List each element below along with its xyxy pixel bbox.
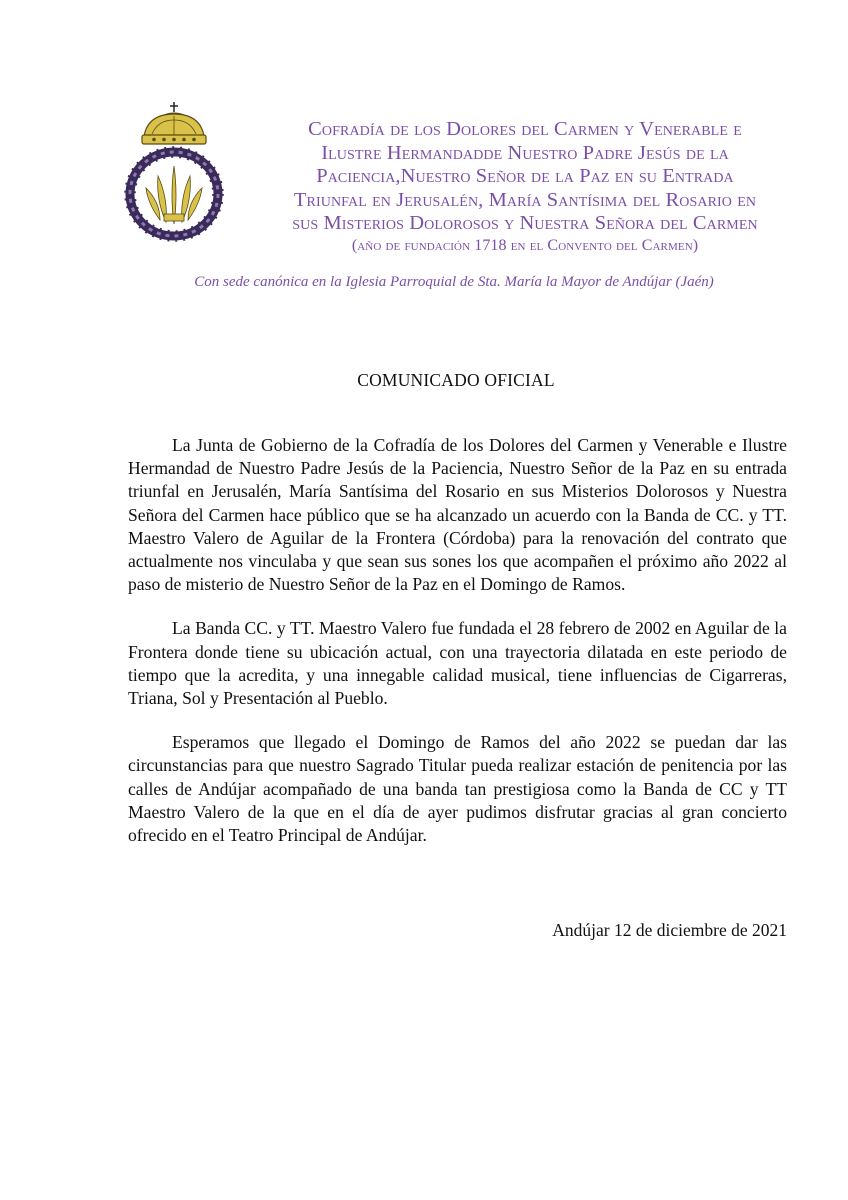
place-and-date: Andújar 12 de diciembre de 2021: [552, 920, 787, 940]
brotherhood-emblem-icon: [118, 100, 230, 242]
founding-note: (año de fundación 1718 en el Convento del Carmen): [351, 236, 699, 254]
heading-line-3: Paciencia,Nuestro Señor de la Paz en su Entrada: [316, 165, 734, 187]
heading-line-4: Triunfal en Jerusalén, María Santísima del Rosario en: [293, 188, 757, 211]
body-paragraph-3: Esperamos que llegado el Domingo de Ramos del año 2022 se puedan dar las circunstancias para que nuestro Sagrado Titular pueda realizar estación de penitencia por las calles de Andújar acompañado de una banda tan prestigiosa como la Banda de CC y TT Maestro Valero de la que en el día de ayer pudimos disfrutar gracias al gran concierto ofrecido en el Teatro Principal de Andújar.: [128, 732, 787, 846]
canonical-seat-note: Con sede canónica en la Iglesia Parroquial de Sta. María la Mayor de Andújar (Jaén): [194, 274, 714, 290]
heading-line-5: sus Misterios Dolorosos y Nuestra Señora del Carmen: [292, 212, 758, 234]
document-title: COMUNICADO OFICIAL: [357, 370, 555, 390]
body-paragraph-1: La Junta de Gobierno de la Cofradía de los Dolores del Carmen y Venerable e Ilustre Hermandad de Nuestro Padre Jesús de la Paciencia, Nuestro Señor de la Paz en su entrada triunfal en Jerusalén, María Santísima del Rosario en sus Misterios Dolorosos y Nuestra Señora del Carmen hace público que se ha alcanzado un acuerdo con la Banda de CC. y TT. Maestro Valero de Aguilar de la Frontera (Córdoba) para la renovación del contrato que actualmente nos vinculaba y que sean sus sones los que acompañen el próximo año 2022 al paso de misterio de Nuestro Señor de la Paz en el Domingo de Ramos.: [128, 435, 787, 595]
heading-line-2: Ilustre Hermandadde Nuestro Padre Jesús de la: [321, 141, 729, 164]
heading-line-1: Cofradía de los Dolores del Carmen y Venerable e: [308, 118, 742, 140]
brotherhood-name-heading: [236, 118, 814, 256]
body-paragraph-2: La Banda CC. y TT. Maestro Valero fue fundada el 28 febrero de 2002 en Aguilar de la Frontera donde tiene su ubicación actual, con una trayectoria dilatada en este periodo de tiempo que la acredita, y una innegable calidad musical, tiene influencias de Cigarreras, Triana, Sol y Presentación al Pueblo.: [128, 618, 787, 709]
document-body: [128, 434, 787, 868]
